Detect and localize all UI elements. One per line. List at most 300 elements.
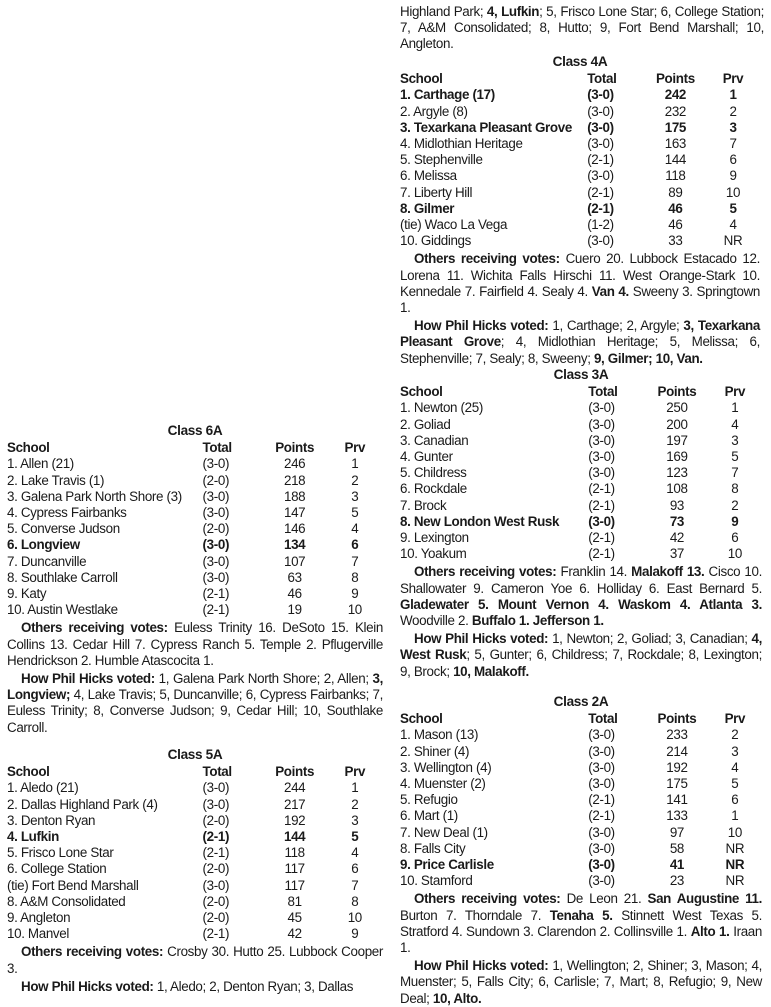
school-name: 5. Frisco Lone Star xyxy=(7,845,114,861)
record: (3-0) xyxy=(588,743,615,759)
bold-text: 10, Alto. xyxy=(432,990,482,1006)
school-name: 1. Aledo (21) xyxy=(7,780,79,796)
record: (3-0) xyxy=(588,432,615,448)
record: (3-0) xyxy=(588,727,615,743)
points: 169 xyxy=(666,449,688,465)
record: (2-1) xyxy=(202,829,230,845)
text-run: 1, Newton; 2, Goliad; 3, Canadian; xyxy=(548,631,752,647)
points: 163 xyxy=(664,136,687,152)
table-row xyxy=(400,744,762,760)
table-row xyxy=(400,87,760,103)
bold-text: How Phil Hicks voted: xyxy=(21,978,154,994)
record: (3-0) xyxy=(588,857,615,873)
points: 192 xyxy=(666,759,688,775)
school-name: 9. Lexington xyxy=(400,530,469,546)
record: (2-0) xyxy=(202,910,230,926)
header-school: School xyxy=(400,711,443,727)
bold-text: How Phil Hicks voted: xyxy=(414,958,549,974)
points: 175 xyxy=(664,119,687,135)
previous-rank: 9 xyxy=(729,168,737,184)
others-receiving-votes xyxy=(400,251,760,316)
header-points: Points xyxy=(275,764,315,780)
school-name: 8. New London West Rusk xyxy=(400,513,560,529)
school-name: 7. Liberty Hill xyxy=(400,184,473,200)
class-title: Class 4A xyxy=(552,54,608,69)
text-run: Sweeny 3. Springtown 1. xyxy=(400,283,761,316)
previous-rank: 10 xyxy=(727,824,742,840)
record: (3-0) xyxy=(588,449,615,465)
table-row xyxy=(400,417,762,433)
points: 246 xyxy=(283,456,306,472)
header-school: School xyxy=(400,71,443,87)
points: 23 xyxy=(669,873,685,889)
school-name: 2. Shiner (4) xyxy=(400,743,470,759)
previous-rank: 2 xyxy=(351,796,359,812)
table-row xyxy=(400,217,760,233)
previous-rank: NR xyxy=(725,840,745,856)
school-name: 1. Mason (13) xyxy=(400,727,479,743)
previous-rank: 3 xyxy=(351,812,359,828)
record: (3-0) xyxy=(588,840,615,856)
record: (2-1) xyxy=(202,586,230,602)
points: 144 xyxy=(283,829,306,845)
record: (2-0) xyxy=(202,893,230,909)
text-run: 1, Wellington; 2, Shiner; 3, Mason; 4, Muenster; 5, Falls City; 6, Carlisle; 7, Mart; 8, Refugio; 9, New Deal; xyxy=(400,958,762,1006)
school-name: 2. Goliad xyxy=(400,416,451,432)
table-row xyxy=(400,152,760,168)
previous-rank: 5 xyxy=(731,449,739,465)
record: (3-0) xyxy=(588,400,615,416)
table-row xyxy=(400,530,762,546)
previous-rank: 2 xyxy=(351,472,359,488)
school-name: 2. Argyle (8) xyxy=(400,103,468,119)
school-name: 3. Wellington (4) xyxy=(400,759,492,775)
previous-rank: 8 xyxy=(351,569,359,585)
table-row xyxy=(7,602,383,618)
class-title: Class 5A xyxy=(167,747,223,762)
school-name: 7. Duncanville xyxy=(7,553,87,569)
bold-text: Others receiving votes: xyxy=(414,251,560,267)
table-row xyxy=(400,233,760,249)
others-receiving-votes xyxy=(7,620,383,669)
points: 118 xyxy=(665,168,686,184)
bold-text: Others receiving votes: xyxy=(21,944,164,960)
previous-rank: 7 xyxy=(351,553,359,569)
previous-rank: 3 xyxy=(731,432,739,448)
record: (2-1) xyxy=(202,845,230,861)
table-row xyxy=(400,120,760,136)
school-name: 10. Austin Westlake xyxy=(7,602,118,618)
points: 42 xyxy=(669,530,685,546)
table-row xyxy=(400,400,762,416)
previous-rank: 8 xyxy=(351,893,359,909)
points: 45 xyxy=(287,910,302,926)
previous-rank: 8 xyxy=(731,481,739,497)
previous-rank: NR xyxy=(725,873,745,889)
previous-rank: 4 xyxy=(351,521,359,537)
others-receiving-votes xyxy=(400,564,762,629)
record: (3-0) xyxy=(587,87,614,103)
hicks-ballot xyxy=(400,318,760,367)
bold-text: 3, Longview; xyxy=(7,671,383,703)
school-name: 1. Allen (21) xyxy=(7,456,74,472)
points: 19 xyxy=(287,602,302,618)
points: 242 xyxy=(664,87,687,103)
table-row xyxy=(7,456,383,472)
table-row xyxy=(7,878,383,894)
continuation-text xyxy=(400,4,764,53)
text-run: Cuero 20. Lubbock Estacado 12. Lorena 11. Wichita Falls Hirschi 11. West Orange-Stark 10. Kennedale 7. Fairfield 4. Sealy 4. xyxy=(400,251,760,299)
text-run: Stinnett West Texas 5. Stratford 4. Sundown 3. Clarendon 2. Collinsville 1. xyxy=(400,907,763,939)
class-2a-section xyxy=(400,694,762,1007)
points: 146 xyxy=(283,521,306,537)
school-name: 8. Gilmer xyxy=(400,200,455,216)
bold-text: How Phil Hicks voted: xyxy=(21,671,155,687)
record: (2-1) xyxy=(587,152,614,168)
bold-text: 4, West Rusk xyxy=(400,631,762,663)
record: (3-0) xyxy=(588,465,615,481)
table-row xyxy=(400,727,762,743)
header-school: School xyxy=(7,764,50,780)
points: 141 xyxy=(666,792,688,808)
table-row xyxy=(7,489,383,505)
school-name: 10. Stamford xyxy=(400,873,473,889)
school-name: 8. Southlake Carroll xyxy=(7,569,118,585)
school-name: 4. Midlothian Heritage xyxy=(400,136,523,152)
bold-text: 9, Gilmer; 10, Van. xyxy=(593,350,703,366)
class-3a-section xyxy=(400,367,762,680)
bold-text: 3, Texarkana Pleasant Grove xyxy=(400,318,760,350)
class-5a-section xyxy=(7,747,383,995)
points: 93 xyxy=(669,497,685,513)
record: (2-1) xyxy=(588,792,615,808)
points: 37 xyxy=(669,546,685,562)
bold-text: Others receiving votes: xyxy=(414,891,561,907)
record: (3-0) xyxy=(202,505,230,521)
previous-rank: 1 xyxy=(731,400,739,416)
table-row xyxy=(7,780,383,796)
text-run: Highland Park; xyxy=(400,4,487,19)
points: 134 xyxy=(283,537,306,553)
points: 233 xyxy=(666,727,688,743)
previous-rank: 2 xyxy=(731,727,739,743)
school-name: 5. Refugio xyxy=(400,792,458,808)
school-name: 3. Galena Park North Shore (3) xyxy=(7,488,182,504)
table-row xyxy=(7,894,383,910)
previous-rank: 3 xyxy=(731,743,739,759)
school-name: 4. Lufkin xyxy=(7,829,59,845)
points: 244 xyxy=(283,780,306,796)
header-points: Points xyxy=(655,71,695,87)
record: (3-0) xyxy=(202,877,230,893)
table-header xyxy=(7,764,383,780)
school-name: 3. Texarkana Pleasant Grove xyxy=(400,119,572,135)
rankings-table xyxy=(400,711,762,889)
header-school: School xyxy=(7,440,50,456)
bold-text: Malakoff 13. xyxy=(631,564,705,580)
school-name: 8. A&M Consolidated xyxy=(7,893,126,909)
header-total: Total xyxy=(587,71,617,87)
rankings-table xyxy=(400,71,760,249)
continuation-paragraph xyxy=(400,4,764,53)
text-run: Burton 7. Thorndale 7. xyxy=(400,907,550,923)
school-name: 8. Falls City xyxy=(400,840,466,856)
header-total: Total xyxy=(202,764,232,780)
school-name: (tie) Fort Bend Marshall xyxy=(7,877,139,893)
table-row xyxy=(400,136,760,152)
previous-rank: 2 xyxy=(731,497,739,513)
previous-rank: NR xyxy=(725,857,745,873)
class-6a-section xyxy=(7,423,383,736)
previous-rank: 7 xyxy=(729,136,737,152)
rankings-table xyxy=(7,440,383,618)
points: 108 xyxy=(666,481,688,497)
table-row xyxy=(400,873,762,889)
points: 73 xyxy=(669,513,685,529)
school-name: 7. Brock xyxy=(400,497,447,513)
text-run: 1, Galena Park North Shore; 2, Allen; xyxy=(154,671,373,687)
points: 217 xyxy=(283,796,306,812)
others-receiving-votes xyxy=(400,891,762,956)
class-title: Class 6A xyxy=(167,423,223,438)
bold-text: Buffalo 1. Jefferson 1. xyxy=(471,613,604,629)
text-run: Franklin 14. xyxy=(556,564,632,580)
table-row xyxy=(400,857,762,873)
table-row xyxy=(7,910,383,926)
previous-rank: 10 xyxy=(347,910,362,926)
previous-rank: 4 xyxy=(351,845,359,861)
school-name: 4. Cypress Fairbanks xyxy=(7,505,127,521)
school-name: 9. Katy xyxy=(7,586,47,602)
previous-rank: 4 xyxy=(729,217,737,233)
table-row xyxy=(400,498,762,514)
points: 33 xyxy=(668,233,683,249)
bold-text: Others receiving votes: xyxy=(21,620,168,636)
previous-rank: NR xyxy=(723,233,743,249)
previous-rank: 1 xyxy=(351,456,359,472)
table-row xyxy=(7,813,383,829)
previous-rank: 1 xyxy=(351,780,359,796)
previous-rank: 5 xyxy=(351,505,359,521)
table-row xyxy=(7,926,383,942)
rankings-table xyxy=(400,384,762,562)
hicks-ballot xyxy=(7,979,383,995)
table-row xyxy=(7,829,383,845)
record: (3-0) xyxy=(587,168,614,184)
record: (2-1) xyxy=(588,530,615,546)
table-row xyxy=(7,554,383,570)
text-run: Woodville 2. xyxy=(400,613,472,629)
header-school: School xyxy=(400,384,443,400)
points: 250 xyxy=(666,400,688,416)
text-run: 4, Lake Travis; 5, Duncanville; 6, Cypress Fairbanks; 7, Euless Trinity; 8, Converse Judson; 9, Cedar Hill; 10, Southlake Carroll. xyxy=(7,687,383,735)
points: 188 xyxy=(283,488,306,504)
table-header xyxy=(7,440,383,456)
previous-rank: 10 xyxy=(727,546,742,562)
bold-text: Others receiving votes: xyxy=(414,564,557,580)
school-name: 7. New Deal (1) xyxy=(400,824,488,840)
school-name: (tie) Waco La Vega xyxy=(400,217,508,233)
table-row xyxy=(400,792,762,808)
header-points: Points xyxy=(275,440,315,456)
points: 107 xyxy=(283,553,306,569)
table-row xyxy=(400,760,762,776)
text-run: ; 5, Frisco Lone Star; 6, College Station; 7, A&M Consolidated; 8, Hutto; 9, Fort Bend Marshall; 10, Angleton. xyxy=(400,4,764,52)
record: (2-1) xyxy=(588,497,615,513)
bold-text: San Augustine 11. xyxy=(647,891,763,907)
school-name: 3. Denton Ryan xyxy=(7,812,96,828)
bold-text: 4, Lufkin xyxy=(486,4,540,19)
bold-text: Tenaha 5. xyxy=(549,907,613,923)
previous-rank: 4 xyxy=(731,759,739,775)
school-name: 9. Price Carlisle xyxy=(400,857,494,873)
previous-rank: 6 xyxy=(351,861,359,877)
table-row xyxy=(7,521,383,537)
school-name: 6. Longview xyxy=(7,537,80,553)
text-run: Euless Trinity 16. DeSoto 15. Klein Collins 13. Cedar Hill 7. Cypress Ranch 5. Temple 2. Pflugerville Hendrickson 2. Humble Atascocita 1. xyxy=(7,620,384,668)
class-title: Class 3A xyxy=(553,367,609,382)
points: 97 xyxy=(669,824,685,840)
school-name: 6. Rockdale xyxy=(400,481,467,497)
header-total: Total xyxy=(588,384,618,400)
text-run: De Leon 21. xyxy=(560,891,648,907)
record: (2-1) xyxy=(202,602,230,618)
bold-text: How Phil Hicks voted: xyxy=(414,318,549,334)
record: (3-0) xyxy=(587,233,614,249)
header-prv: Prv xyxy=(344,764,366,780)
points: 81 xyxy=(287,893,302,909)
record: (3-0) xyxy=(588,513,615,529)
table-row xyxy=(7,797,383,813)
points: 147 xyxy=(283,505,306,521)
record: (2-0) xyxy=(202,861,230,877)
header-points: Points xyxy=(657,711,697,727)
points: 46 xyxy=(287,586,302,602)
table-row xyxy=(400,514,762,530)
text-run: 1, Aledo; 2, Denton Ryan; 3, Dallas xyxy=(153,978,354,994)
header-total: Total xyxy=(202,440,232,456)
school-name: 6. Melissa xyxy=(400,168,457,184)
record: (3-0) xyxy=(202,537,230,553)
points: 175 xyxy=(666,776,688,792)
points: 218 xyxy=(283,472,306,488)
record: (3-0) xyxy=(202,456,230,472)
table-row xyxy=(400,825,762,841)
bold-text: How Phil Hicks voted: xyxy=(414,631,549,647)
points: 117 xyxy=(284,877,305,893)
school-name: 5. Converse Judson xyxy=(7,521,120,537)
table-row xyxy=(7,505,383,521)
header-points: Points xyxy=(657,384,697,400)
points: 214 xyxy=(666,743,688,759)
school-name: 6. Mart (1) xyxy=(400,808,458,824)
record: (3-0) xyxy=(588,824,615,840)
class-title: Class 2A xyxy=(553,694,609,709)
school-name: 3. Canadian xyxy=(400,432,469,448)
table-row xyxy=(400,546,762,562)
record: (3-0) xyxy=(588,759,615,775)
previous-rank: 6 xyxy=(729,152,737,168)
bold-text: Alto 1. xyxy=(690,923,730,939)
previous-rank: 5 xyxy=(729,200,737,216)
text-run: ; 4, Midlothian Heritage; 5, Melissa; 6, Stephenville; 7, Sealy; 8, Sweeny; xyxy=(400,334,760,366)
record: (2-0) xyxy=(202,812,230,828)
points: 118 xyxy=(284,845,305,861)
record: (3-0) xyxy=(587,136,614,152)
points: 200 xyxy=(666,416,688,432)
header-prv: Prv xyxy=(344,440,366,456)
table-row xyxy=(7,473,383,489)
school-name: 4. Muenster (2) xyxy=(400,776,486,792)
previous-rank: 9 xyxy=(731,513,739,529)
previous-rank: 6 xyxy=(731,792,739,808)
record: (3-0) xyxy=(202,488,230,504)
previous-rank: 3 xyxy=(729,119,737,135)
text-run: 1, Carthage; 2, Argyle; xyxy=(548,318,684,334)
school-name: 9. Angleton xyxy=(7,910,71,926)
previous-rank: 5 xyxy=(351,829,359,845)
class-4a-section xyxy=(400,54,760,367)
header-prv: Prv xyxy=(724,384,746,400)
school-name: 10. Giddings xyxy=(400,233,471,249)
previous-rank: 7 xyxy=(351,877,359,893)
points: 123 xyxy=(666,465,688,481)
points: 197 xyxy=(666,432,688,448)
previous-rank: 2 xyxy=(729,103,737,119)
table-row xyxy=(400,465,762,481)
record: (3-0) xyxy=(202,780,230,796)
text-run: ; 5, Gunter; 6, Childress; 7, Rockdale; 8, Lexington; 9, Brock; xyxy=(400,647,762,679)
points: 46 xyxy=(668,200,683,216)
record: (3-0) xyxy=(588,776,615,792)
previous-rank: 1 xyxy=(729,87,737,103)
text-run: Iraan 1. xyxy=(400,923,762,956)
previous-rank: 1 xyxy=(731,808,739,824)
table-row xyxy=(400,841,762,857)
school-name: 4. Gunter xyxy=(400,449,453,465)
table-row xyxy=(400,433,762,449)
points: 46 xyxy=(668,217,683,233)
previous-rank: 6 xyxy=(731,530,739,546)
table-row xyxy=(7,845,383,861)
table-header xyxy=(400,71,760,87)
record: (2-1) xyxy=(202,926,230,942)
table-row xyxy=(400,104,760,120)
school-name: 2. Lake Travis (1) xyxy=(7,472,105,488)
others-receiving-votes xyxy=(7,944,383,976)
points: 42 xyxy=(287,926,302,942)
previous-rank: 9 xyxy=(351,586,359,602)
table-header xyxy=(400,711,762,727)
hicks-ballot xyxy=(400,631,762,680)
points: 133 xyxy=(666,808,688,824)
table-row xyxy=(400,481,762,497)
school-name: 10. Manvel xyxy=(7,926,70,942)
table-row xyxy=(7,586,383,602)
header-total: Total xyxy=(588,711,618,727)
record: (3-0) xyxy=(202,553,230,569)
previous-rank: 10 xyxy=(725,184,741,200)
table-row xyxy=(400,201,760,217)
record: (2-1) xyxy=(588,481,615,497)
points: 41 xyxy=(669,857,685,873)
previous-rank: 5 xyxy=(731,776,739,792)
record: (2-0) xyxy=(202,521,230,537)
previous-rank: 7 xyxy=(731,465,739,481)
table-row xyxy=(400,168,760,184)
table-header xyxy=(400,384,762,400)
record: (3-0) xyxy=(587,103,614,119)
